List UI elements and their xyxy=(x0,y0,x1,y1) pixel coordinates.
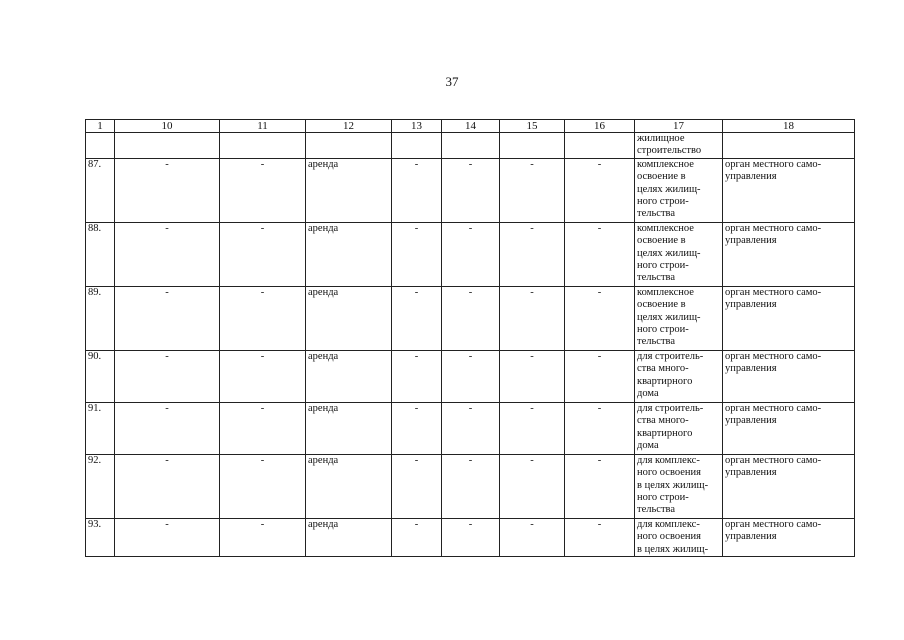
authority-line: управления xyxy=(725,299,777,311)
cell-authority xyxy=(723,286,855,350)
authority-line: управления xyxy=(725,363,777,375)
cell-empty xyxy=(115,133,220,159)
purpose-line: целях жилищ- xyxy=(637,247,701,259)
cell-col-11: - xyxy=(220,518,306,556)
cell-col-15: - xyxy=(500,518,565,556)
cell-row-number: 91. xyxy=(86,402,115,454)
table-row xyxy=(86,402,855,454)
table-row xyxy=(86,350,855,402)
cell-empty xyxy=(723,133,855,159)
cell-row-number: 89. xyxy=(86,286,115,350)
cell-col-13: - xyxy=(392,158,442,222)
cell-col-13: - xyxy=(392,222,442,286)
cell-col-15: - xyxy=(500,158,565,222)
purpose-line: для строитель- xyxy=(637,350,704,362)
cell-authority xyxy=(723,518,855,556)
cell-col-15: - xyxy=(500,286,565,350)
col-header-14: 14 xyxy=(442,120,500,133)
cell-purpose xyxy=(635,286,723,350)
cell-authority xyxy=(723,158,855,222)
cell-col-16: - xyxy=(565,402,635,454)
purpose-line: тельства xyxy=(637,504,676,516)
purpose-line: в целях жилищ- xyxy=(637,543,709,555)
cell-col-15: - xyxy=(500,350,565,402)
cell-authority xyxy=(723,350,855,402)
cell-col-16: - xyxy=(565,518,635,556)
cell-row-number: 88. xyxy=(86,222,115,286)
cell-col-16: - xyxy=(565,158,635,222)
cell-col-14: - xyxy=(442,454,500,518)
purpose-line: комплексное xyxy=(637,158,694,170)
purpose-line: ного освоения xyxy=(637,531,701,543)
col-header-12: 12 xyxy=(306,120,392,133)
table-row xyxy=(86,222,855,286)
cell-col-11: - xyxy=(220,402,306,454)
cell-empty xyxy=(220,133,306,159)
authority-line: управления xyxy=(725,467,777,479)
cell-purpose xyxy=(635,222,723,286)
header-row xyxy=(86,120,855,133)
cell-col-11: - xyxy=(220,350,306,402)
cell-col-15: - xyxy=(500,454,565,518)
authority-line: управления xyxy=(725,415,777,427)
cell-col-14: - xyxy=(442,286,500,350)
table-row xyxy=(86,286,855,350)
purpose-line: ного строи- xyxy=(637,324,689,336)
purpose-line: освоение в xyxy=(637,299,686,311)
cell-col-16: - xyxy=(565,286,635,350)
cell-col-10: - xyxy=(115,518,220,556)
continuation-row xyxy=(86,133,855,159)
purpose-line: квартирного xyxy=(637,427,693,439)
cell-col-12: аренда xyxy=(306,286,392,350)
purpose-line: жилищное xyxy=(637,133,685,144)
cell-col-10: - xyxy=(115,454,220,518)
col-header-17: 17 xyxy=(635,120,723,133)
col-header-18: 18 xyxy=(723,120,855,133)
cell-col-13: - xyxy=(392,454,442,518)
purpose-line: целях жилищ- xyxy=(637,311,701,323)
col-header-10: 10 xyxy=(115,120,220,133)
purpose-line: освоение в xyxy=(637,171,686,183)
purpose-line: комплексное xyxy=(637,222,694,234)
cell-col-12: аренда xyxy=(306,402,392,454)
purpose-line: тельства xyxy=(637,336,676,348)
purpose-line: ства много- xyxy=(637,415,689,427)
col-header-13: 13 xyxy=(392,120,442,133)
purpose-line: ного строи- xyxy=(637,492,689,504)
cell-col-11: - xyxy=(220,454,306,518)
cell-purpose xyxy=(635,518,723,556)
cell-row-number: 87. xyxy=(86,158,115,222)
cell-col-12: аренда xyxy=(306,158,392,222)
cell-col-13: - xyxy=(392,402,442,454)
purpose-line: строительство xyxy=(637,145,702,157)
cell-col-10: - xyxy=(115,286,220,350)
authority-line: управления xyxy=(725,235,777,247)
cell-empty xyxy=(86,133,115,159)
cell-col-16: - xyxy=(565,222,635,286)
purpose-line: целях жилищ- xyxy=(637,183,701,195)
purpose-line: дома xyxy=(637,440,659,452)
cell-col-16: - xyxy=(565,350,635,402)
cell-purpose xyxy=(635,133,723,159)
cell-col-12: аренда xyxy=(306,350,392,402)
cell-purpose xyxy=(635,402,723,454)
purpose-line: тельства xyxy=(637,208,676,220)
cell-col-10: - xyxy=(115,402,220,454)
purpose-line: ного освоения xyxy=(637,467,701,479)
purpose-line: ного строи- xyxy=(637,196,689,208)
cell-row-number: 93. xyxy=(86,518,115,556)
purpose-line: ства много- xyxy=(637,363,689,375)
purpose-line: для комплекс- xyxy=(637,518,700,530)
purpose-line: для комплекс- xyxy=(637,454,700,466)
authority-line: орган местного само- xyxy=(725,454,822,466)
purpose-line: ного строи- xyxy=(637,260,689,272)
authority-line: орган местного само- xyxy=(725,286,822,298)
authority-line: орган местного само- xyxy=(725,402,822,414)
cell-col-11: - xyxy=(220,158,306,222)
authority-line: орган местного само- xyxy=(725,518,822,530)
purpose-line: для строитель- xyxy=(637,402,704,414)
cell-authority xyxy=(723,454,855,518)
table-row xyxy=(86,454,855,518)
cell-col-12: аренда xyxy=(306,518,392,556)
cell-col-15: - xyxy=(500,402,565,454)
cell-col-13: - xyxy=(392,518,442,556)
col-header-1: 1 xyxy=(86,120,115,133)
cell-col-14: - xyxy=(442,518,500,556)
cell-col-10: - xyxy=(115,158,220,222)
cell-col-12: аренда xyxy=(306,454,392,518)
purpose-line: в целях жилищ- xyxy=(637,479,709,491)
cell-col-13: - xyxy=(392,286,442,350)
cell-empty xyxy=(565,133,635,159)
authority-line: управления xyxy=(725,531,777,543)
purpose-line: освоение в xyxy=(637,235,686,247)
cell-col-10: - xyxy=(115,350,220,402)
cell-col-10: - xyxy=(115,222,220,286)
cell-authority xyxy=(723,222,855,286)
cell-authority xyxy=(723,402,855,454)
table-row xyxy=(86,518,855,556)
cell-col-16: - xyxy=(565,454,635,518)
purpose-line: дома xyxy=(637,388,659,400)
cell-col-14: - xyxy=(442,350,500,402)
cell-col-15: - xyxy=(500,222,565,286)
authority-line: орган местного само- xyxy=(725,222,822,234)
purpose-line: квартирного xyxy=(637,375,693,387)
authority-line: управления xyxy=(725,171,777,183)
purpose-line: тельства xyxy=(637,272,676,284)
cell-col-12: аренда xyxy=(306,222,392,286)
cell-col-11: - xyxy=(220,222,306,286)
col-header-16: 16 xyxy=(565,120,635,133)
land-plots-table xyxy=(85,119,855,557)
col-header-11: 11 xyxy=(220,120,306,133)
cell-col-14: - xyxy=(442,222,500,286)
cell-empty xyxy=(392,133,442,159)
cell-purpose xyxy=(635,350,723,402)
cell-row-number: 92. xyxy=(86,454,115,518)
page-number: 37 xyxy=(445,74,459,89)
cell-empty xyxy=(306,133,392,159)
cell-purpose xyxy=(635,158,723,222)
authority-line: орган местного само- xyxy=(725,350,822,362)
cell-row-number: 90. xyxy=(86,350,115,402)
cell-col-14: - xyxy=(442,402,500,454)
authority-line: орган местного само- xyxy=(725,158,822,170)
purpose-line: комплексное xyxy=(637,286,694,298)
table-row xyxy=(86,158,855,222)
cell-col-13: - xyxy=(392,350,442,402)
cell-col-14: - xyxy=(442,158,500,222)
cell-empty xyxy=(500,133,565,159)
cell-purpose xyxy=(635,454,723,518)
cell-col-11: - xyxy=(220,286,306,350)
cell-empty xyxy=(442,133,500,159)
col-header-15: 15 xyxy=(500,120,565,133)
